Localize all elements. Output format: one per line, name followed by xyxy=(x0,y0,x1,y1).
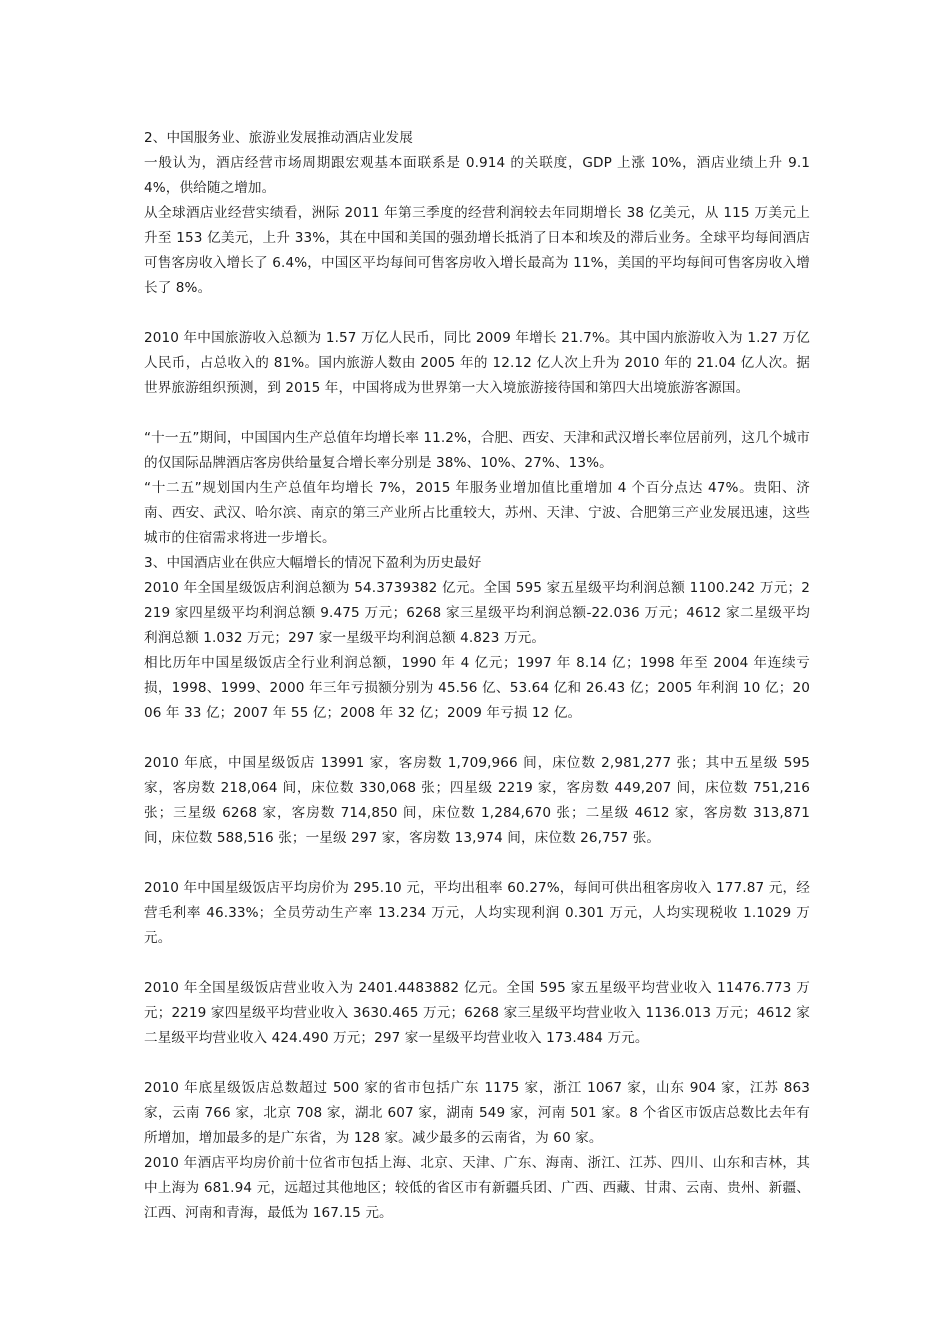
paragraph-hotel-counts: 2010 年底，中国星级饭店 13991 家，客房数 1,709,966 间，床位数 2,981,277 张；其中五星级 595 家，客房数 218,064 间，床位数 330,068 张；四星级 2219 家，客房数 449,207 间，床位数 751,216 张；三星级 6268 家，客房数 714,850 间，床位数 1,284,670 张；二星级 4612 家，客房数 313,871 间，床位数 588,516 张；一星级 297 家，客房数 13,974 间，床位数 26,757 张。 xyxy=(144,755,810,846)
document-body xyxy=(144,126,810,1226)
paragraph-top-ten-room-price: 2010 年酒店平均房价前十位省市包括上海、北京、天津、广东、海南、浙江、江苏、四川、山东和吉林，其中上海为 681.94 元，远超过其他地区；较低的省区市有新疆兵团、广西、西藏、甘肃、云南、贵州、新疆、江西、河南和青海，最低为 167.15 元。 xyxy=(144,1155,810,1221)
paragraph-historical-profit: 相比历年中国星级饭店全行业利润总额，1990 年 4 亿元；1997 年 8.14 亿；1998 年至 2004 年连续亏损，1998、1999、2000 年三年亏损额分别为 45.56 亿、53.64 亿和 26.43 亿；2005 年利润 10 亿；2006 年 33 亿；2007 年 55 亿；2008 年 32 亿；2009 年亏损 12 亿。 xyxy=(144,655,810,721)
paragraph-provinces-over-500: 2010 年底星级饭店总数超过 500 家的省市包括广东 1175 家，浙江 1067 家，山东 904 家，江苏 863 家，云南 766 家，北京 708 家，湖北 607 家，湖南 549 家，河南 501 家。8 个省区市饭店总数比去年有所增加，增加最多的是广东省，为 128 家。减少最多的云南省，为 60 家。 xyxy=(144,1080,810,1146)
paragraph-tourism-revenue: 2010 年中国旅游收入总额为 1.57 万亿人民币，同比 2009 年增长 21.7%。其中国内旅游收入为 1.27 万亿人民币，占总收入的 81%。国内旅游人数由 2005 年的 12.12 亿人次上升为 2010 年的 21.04 亿人次。据世界旅游组织预测，到 2015 年，中国将成为世界第一大入境旅游接待国和第四大出境旅游客源国。 xyxy=(144,330,810,396)
paragraph-average-room-price: 2010 年中国星级饭店平均房价为 295.10 元，平均出租率 60.27%，每间可供出租客房收入 177.87 元，经营毛利率 46.33%；全员劳动生产率 13.234 万元，人均实现利润 0.301 万元，人均实现税收 1.1029 万元。 xyxy=(144,880,810,946)
paragraph-global-hotel-performance: 从全球酒店业经营实绩看，洲际 2011 年第三季度的经营利润较去年同期增长 38 亿美元，从 115 万美元上升至 153 亿美元，上升 33%，其在中国和美国的强劲增长抵消了日本和埃及的滞后业务。全球平均每间酒店可售客房收入增长了 6.4%，中国区平均每间可售客房收入增长最高为 11%，美国的平均每间可售客房收入增长了 8%。 xyxy=(144,205,810,296)
section-heading-2: 2、中国服务业、旅游业发展推动酒店业发展 xyxy=(144,130,413,146)
paragraph-operating-revenue: 2010 年全国星级饭店营业收入为 2401.4483882 亿元。全国 595 家五星级平均营业收入 11476.773 万元；2219 家四星级平均营业收入 3630.465 万元；6268 家三星级平均营业收入 1136.013 万元；4612 家二星级平均营业收入 424.490 万元；297 家一星级平均营业收入 173.484 万元。 xyxy=(144,980,810,1046)
paragraph-correlation: 一般认为，酒店经营市场周期跟宏观基本面联系是 0.914 的关联度，GDP 上涨 10%，酒店业绩上升 9.14%，供给随之增加。 xyxy=(144,155,810,196)
paragraph-twelfth-five-year: “十二五”规划国内生产总值年均增长 7%，2015 年服务业增加值比重增加 4 个百分点达 47%。贵阳、济南、西安、武汉、哈尔滨、南京的第三产业所占比重较大，苏州、天津、宁波、合肥第三产业发展迅速，这些城市的住宿需求将进一步增长。 xyxy=(144,480,810,546)
paragraph-eleventh-five-year: “十一五”期间，中国国内生产总值年均增长率 11.2%，合肥、西安、天津和武汉增长率位居前列，这几个城市的仅国际品牌酒店客房供给量复合增长率分别是 38%、10%、27%、13%。 xyxy=(144,430,810,471)
section-heading-3: 3、中国酒店业在供应大幅增长的情况下盈利为历史最好 xyxy=(144,555,482,571)
paragraph-2010-profit: 2010 年全国星级饭店利润总额为 54.3739382 亿元。全国 595 家五星级平均利润总额 1100.242 万元；2219 家四星级平均利润总额 9.475 万元；6268 家三星级平均利润总额-22.036 万元；4612 家二星级平均利润总额 1.032 万元；297 家一星级平均利润总额 4.823 万元。 xyxy=(144,580,810,646)
